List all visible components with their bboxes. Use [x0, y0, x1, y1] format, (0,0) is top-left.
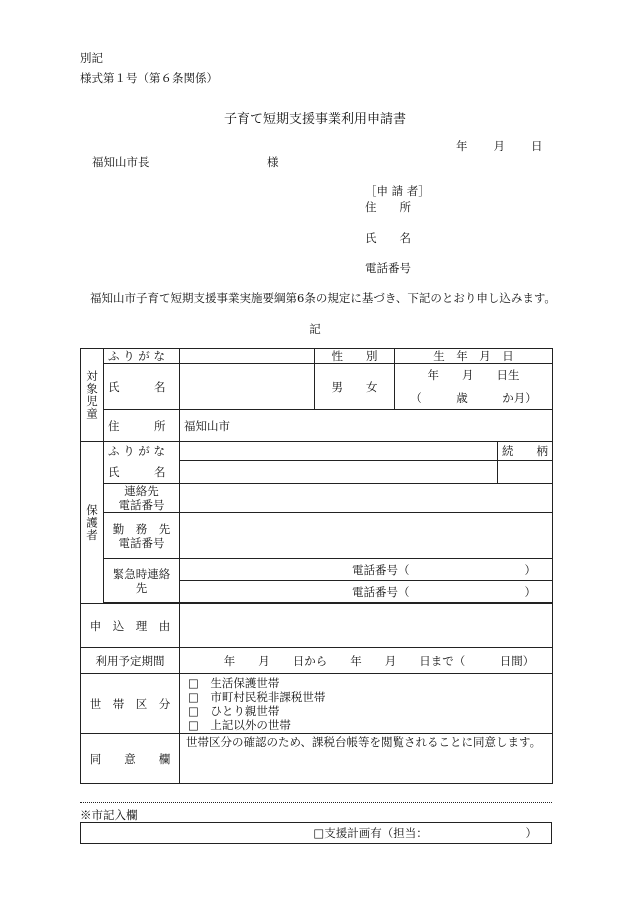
child-address-field[interactable]: 福知山市 [180, 410, 553, 442]
guardian-furigana-label: ふ り が な [104, 442, 180, 461]
emergency-phone-1-field[interactable]: 電話番号（ ） [180, 559, 553, 581]
guardian-relation-field[interactable] [498, 461, 553, 484]
applicant-heading: ［申 請 者］ [365, 184, 430, 198]
reason-field[interactable] [180, 604, 553, 648]
child-gender-options[interactable]: 男 女 [315, 364, 395, 410]
guardian-contact-label: 連絡先 電話番号 [104, 484, 180, 513]
page-title: 子育て短期支援事業利用申請書 [223, 112, 406, 127]
guardian-name-field[interactable] [180, 461, 498, 484]
guardian-work-label: 勤 務 先 電話番号 [104, 513, 180, 559]
guardian-relation-label: 続 柄 [498, 442, 553, 461]
office-use-table [80, 822, 552, 844]
household-option-welfare[interactable]: □ 生活保護世帯 [188, 675, 280, 690]
emergency-phone-2-field[interactable]: 電話番号（ ） [180, 581, 553, 603]
household-option-other[interactable]: □ 上記以外の世帯 [188, 717, 291, 732]
child-furigana-label: ふ り が な [104, 349, 180, 364]
guardian-emergency-label: 緊急時連絡先 [104, 559, 180, 603]
consent-text: 世帯区分の確認のため、課税台帳等を閲覧されることに同意します。 [180, 734, 553, 784]
child-dob-field[interactable]: 年 月 日生 [395, 364, 553, 387]
child-gender-label: 性 別 [315, 349, 395, 364]
household-options [180, 674, 553, 734]
guardian-name-label: 氏 名 [104, 461, 180, 484]
office-use-label: ※市記入欄 [80, 808, 138, 822]
date-line: 年 月 日 [456, 139, 544, 153]
applicant-phone-label: 電話番号 [365, 261, 411, 275]
addressee: 福知山市長 [92, 155, 150, 169]
appendix-label: 別記 [80, 51, 103, 65]
honorific: 様 [267, 155, 279, 169]
consent-label: 同 意 欄 [81, 734, 180, 784]
application-table [80, 348, 553, 784]
household-option-tax-exempt[interactable]: □ 市町村民税非課税世帯 [188, 689, 326, 704]
guardian-work-field[interactable] [180, 513, 553, 559]
child-name-field[interactable] [180, 364, 315, 410]
child-name-label: 氏 名 [104, 364, 180, 410]
household-label: 世 帯 区 分 [81, 674, 180, 734]
intro-text: 福知山市子育て短期支援事業実施要綱第6条の規定に基づき、下記のとおり申し込みます。 [90, 291, 556, 305]
applicant-address-label: 住 所 [365, 200, 411, 214]
period-field[interactable]: 年 月 日から 年 月 日まで（ 日間） [180, 648, 553, 674]
guardian-furigana-field[interactable] [180, 442, 498, 461]
child-furigana-field[interactable] [180, 349, 315, 364]
household-option-single-parent[interactable]: □ ひとり親世帯 [188, 703, 280, 718]
reason-label: 申 込 理 由 [81, 604, 180, 648]
support-plan-field[interactable]: □支援計画有（担当： ） [81, 823, 552, 844]
divider-dotted [80, 802, 552, 803]
guardian-section-label: 保護者 [81, 442, 104, 604]
child-age-field[interactable]: （ 歳 か月） [395, 387, 553, 410]
form-number: 様式第１号（第６条関係） [80, 71, 218, 85]
applicant-name-label: 氏 名 [365, 231, 411, 245]
child-section-label: 対象児童 [81, 349, 104, 442]
guardian-contact-field[interactable] [180, 484, 553, 513]
ki-label: 記 [309, 322, 321, 336]
period-label: 利用予定期間 [81, 648, 180, 674]
child-dob-label: 生 年 月 日 [395, 349, 553, 364]
child-address-label: 住 所 [104, 410, 180, 442]
